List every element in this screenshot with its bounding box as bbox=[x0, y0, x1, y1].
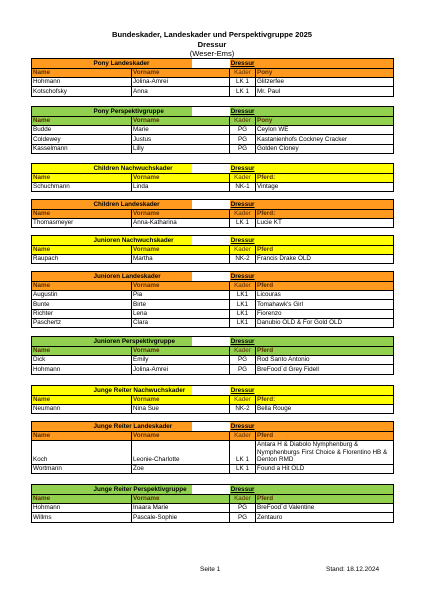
col-header-pferd: Pony bbox=[256, 117, 394, 126]
cell-pferd: BreFood´d Valentine bbox=[256, 504, 394, 513]
cell-pferd: Bella Rouge bbox=[256, 405, 394, 414]
col-header-name: Name bbox=[32, 432, 132, 441]
cell-name: Coldewey bbox=[32, 135, 132, 144]
section-title: Pony Landeskader bbox=[94, 59, 192, 69]
col-header-name: Name bbox=[32, 282, 132, 291]
section-discipline: Dressur bbox=[230, 486, 255, 493]
cell-kader: PG bbox=[230, 126, 256, 135]
cell-name: Koch bbox=[32, 441, 132, 465]
table-row bbox=[32, 291, 394, 300]
table-row bbox=[32, 365, 394, 374]
col-header-name: Name bbox=[32, 210, 132, 219]
cell-vorname: Lilly bbox=[132, 144, 230, 153]
kader-section bbox=[31, 421, 393, 474]
cell-name: Hohmann bbox=[32, 78, 132, 87]
col-header-pferd: Pferd bbox=[256, 432, 394, 441]
cell-kader: LK 1 bbox=[230, 87, 256, 96]
cell-vorname: Clara bbox=[132, 318, 230, 327]
cell-pferd: BreFood´d Grey Fidell bbox=[256, 365, 394, 374]
table-row bbox=[32, 309, 394, 318]
table-row bbox=[32, 78, 394, 87]
col-header-vorname: Vorname bbox=[132, 432, 230, 441]
cell-kader: LK 1 bbox=[230, 464, 256, 473]
table-row bbox=[32, 318, 394, 327]
cell-name: Hohmann bbox=[32, 504, 132, 513]
col-header-kader: Kader bbox=[230, 246, 256, 255]
table-row bbox=[32, 87, 394, 96]
col-header-pferd: Pferd bbox=[256, 246, 394, 255]
cell-vorname: Pia bbox=[132, 291, 230, 300]
cell-name: Willms bbox=[32, 513, 132, 522]
cell-pferd: Tomahawk's Girl bbox=[256, 300, 394, 309]
kader-section bbox=[31, 58, 393, 97]
col-header-vorname: Vorname bbox=[132, 210, 230, 219]
kader-section bbox=[31, 336, 393, 375]
table-row bbox=[32, 183, 394, 192]
col-header-name: Name bbox=[32, 174, 132, 183]
col-header-vorname: Vorname bbox=[132, 396, 230, 405]
cell-name: Thomasmeyer bbox=[32, 219, 132, 228]
cell-kader: LK 1 bbox=[230, 441, 256, 465]
table-row bbox=[32, 144, 394, 153]
title-spacer bbox=[256, 485, 394, 495]
cell-name: Augustin bbox=[32, 291, 132, 300]
cell-vorname: Lena bbox=[132, 309, 230, 318]
title-spacer bbox=[256, 107, 394, 117]
col-header-kader: Kader bbox=[230, 210, 256, 219]
col-header-vorname: Vorname bbox=[132, 495, 230, 504]
col-header-pferd: Pferd bbox=[256, 347, 394, 356]
table-row bbox=[32, 135, 394, 144]
col-header-name: Name bbox=[32, 117, 132, 126]
table-row bbox=[32, 126, 394, 135]
cell-kader: LK1 bbox=[230, 300, 256, 309]
col-header-kader: Kader bbox=[230, 347, 256, 356]
cell-name: Kotschofsky bbox=[32, 87, 132, 96]
col-header-kader: Kader bbox=[230, 174, 256, 183]
cell-vorname: Jolina-Amrei bbox=[132, 78, 230, 87]
title-spacer bbox=[256, 164, 394, 174]
section-discipline: Dressur bbox=[230, 338, 255, 345]
col-header-kader: Kader bbox=[230, 117, 256, 126]
col-header-name: Name bbox=[32, 396, 132, 405]
col-header-vorname: Vorname bbox=[132, 347, 230, 356]
cell-kader: LK1 bbox=[230, 309, 256, 318]
kader-table bbox=[31, 235, 394, 264]
cell-vorname: Emily bbox=[132, 356, 230, 365]
cell-vorname: Marie bbox=[132, 126, 230, 135]
kader-section bbox=[31, 271, 393, 328]
kader-section bbox=[31, 235, 393, 264]
cell-vorname: Inaara Marie bbox=[132, 504, 230, 513]
cell-name: Dick bbox=[32, 356, 132, 365]
kader-table bbox=[31, 385, 394, 414]
title-spacer bbox=[256, 272, 394, 282]
cell-kader: NK-2 bbox=[230, 255, 256, 264]
cell-name: Schuchmann bbox=[32, 183, 132, 192]
table-row bbox=[32, 504, 394, 513]
cell-vorname: Justus bbox=[132, 135, 230, 144]
section-discipline: Dressur bbox=[230, 423, 255, 430]
cell-kader: LK1 bbox=[230, 318, 256, 327]
cell-vorname: Birte bbox=[132, 300, 230, 309]
table-row bbox=[32, 441, 394, 465]
section-title: Pony Perspektivgruppe bbox=[94, 107, 192, 117]
cell-pferd: Mr. Paul bbox=[256, 87, 394, 96]
section-discipline: Dressur bbox=[230, 273, 255, 280]
cell-vorname: Anna bbox=[132, 87, 230, 96]
cell-vorname: Pascale-Sophie bbox=[132, 513, 230, 522]
col-header-kader: Kader bbox=[230, 432, 256, 441]
col-header-vorname: Vorname bbox=[132, 174, 230, 183]
cell-vorname: Zoe bbox=[132, 464, 230, 473]
table-row bbox=[32, 513, 394, 522]
document-region: (Weser-Ems) bbox=[189, 49, 235, 58]
cell-vorname: Anna-Katharina bbox=[132, 219, 230, 228]
stand-date: Stand: 18.12.2024 bbox=[326, 566, 380, 573]
col-header-pferd: Pferd: bbox=[256, 396, 394, 405]
col-header-pferd: Pferd: bbox=[256, 210, 394, 219]
section-title: Junioren Nachwuchskader bbox=[94, 236, 192, 246]
table-row bbox=[32, 255, 394, 264]
kader-table bbox=[31, 58, 394, 97]
cell-name: Kasselmann bbox=[32, 144, 132, 153]
cell-vorname: Martha bbox=[132, 255, 230, 264]
col-header-pferd: Pferd bbox=[256, 495, 394, 504]
section-discipline: Dressur bbox=[230, 237, 255, 244]
cell-kader: PG bbox=[230, 513, 256, 522]
cell-pferd: Zentauro bbox=[256, 513, 394, 522]
section-title: Junge Reiter Landeskader bbox=[94, 422, 192, 432]
cell-name: Richter bbox=[32, 309, 132, 318]
title-spacer bbox=[256, 337, 394, 347]
section-title: Children Nachwuchskader bbox=[94, 164, 192, 174]
title-spacer bbox=[256, 200, 394, 210]
cell-kader: PG bbox=[230, 135, 256, 144]
section-title: Junioren Perspektivgruppe bbox=[94, 337, 192, 347]
col-header-pferd: Pferd: bbox=[256, 174, 394, 183]
col-header-kader: Kader bbox=[230, 495, 256, 504]
cell-pferd: Antara H & Diabolo Nymphenburg & Nymphenburgs First Choice & Florentino HB & Denton RMD bbox=[256, 441, 394, 465]
title-spacer bbox=[256, 422, 394, 432]
kader-section bbox=[31, 385, 393, 414]
cell-pferd: Lucie KT bbox=[256, 219, 394, 228]
section-discipline: Dressur bbox=[230, 201, 255, 208]
cell-vorname: Jolina-Amrei bbox=[132, 365, 230, 374]
kader-section bbox=[31, 199, 393, 228]
table-row bbox=[32, 219, 394, 228]
cell-name: Neumann bbox=[32, 405, 132, 414]
kader-table bbox=[31, 271, 394, 328]
cell-pferd: Ceylon WE bbox=[256, 126, 394, 135]
cell-name: Paschertz bbox=[32, 318, 132, 327]
page-number: Seite 1 bbox=[200, 566, 221, 573]
cell-kader: NK-1 bbox=[230, 183, 256, 192]
cell-pferd: Danubio OLD & For Gold OLD bbox=[256, 318, 394, 327]
col-header-pferd: Pferd bbox=[256, 282, 394, 291]
cell-kader: LK1 bbox=[230, 291, 256, 300]
col-header-name: Name bbox=[32, 495, 132, 504]
cell-vorname: Leonie-Charlotte bbox=[132, 441, 230, 465]
section-discipline: Dressur bbox=[230, 108, 255, 115]
col-header-vorname: Vorname bbox=[132, 69, 230, 78]
cell-pferd: Fiorenzo bbox=[256, 309, 394, 318]
col-header-kader: Kader bbox=[230, 69, 256, 78]
kader-section bbox=[31, 106, 393, 154]
cell-name: Budde bbox=[32, 126, 132, 135]
section-discipline: Dressur bbox=[230, 165, 255, 172]
kader-section bbox=[31, 163, 393, 192]
col-header-vorname: Vorname bbox=[132, 117, 230, 126]
table-row bbox=[32, 300, 394, 309]
section-title: Junge Reiter Perspektivgruppe bbox=[94, 485, 192, 495]
cell-pferd: Vintage bbox=[256, 183, 394, 192]
col-header-kader: Kader bbox=[230, 282, 256, 291]
cell-pferd: Francis Drake OLD bbox=[256, 255, 394, 264]
col-header-vorname: Vorname bbox=[132, 246, 230, 255]
col-header-kader: Kader bbox=[230, 396, 256, 405]
cell-name: Raupach bbox=[32, 255, 132, 264]
cell-kader: NK-2 bbox=[230, 405, 256, 414]
cell-kader: PG bbox=[230, 504, 256, 513]
title-spacer bbox=[256, 236, 394, 246]
table-row bbox=[32, 464, 394, 473]
table-row bbox=[32, 405, 394, 414]
section-title: Children Landeskader bbox=[94, 200, 192, 210]
col-header-vorname: Vorname bbox=[132, 282, 230, 291]
title-spacer bbox=[256, 386, 394, 396]
cell-vorname: Linda bbox=[132, 183, 230, 192]
document-title: Bundeskader, Landeskader und Perspektivgruppe 2025 bbox=[111, 30, 313, 39]
kader-table bbox=[31, 199, 394, 228]
cell-kader: LK 1 bbox=[230, 78, 256, 87]
cell-pferd: Golden Cloney bbox=[256, 144, 394, 153]
table-row bbox=[32, 356, 394, 365]
kader-table bbox=[31, 163, 394, 192]
col-header-name: Name bbox=[32, 69, 132, 78]
section-discipline: Dressur bbox=[230, 387, 255, 394]
cell-vorname: Nina Sue bbox=[132, 405, 230, 414]
title-spacer bbox=[256, 59, 394, 69]
cell-pferd: Kastanienhofs Cockney Cracker bbox=[256, 135, 394, 144]
cell-kader: PG bbox=[230, 356, 256, 365]
cell-pferd: Rod Santo Antonio bbox=[256, 356, 394, 365]
section-discipline: Dressur bbox=[230, 60, 255, 67]
col-header-pferd: Pony bbox=[256, 69, 394, 78]
kader-table bbox=[31, 484, 394, 523]
cell-name: Wortmann bbox=[32, 464, 132, 473]
cell-name: Hohmann bbox=[32, 365, 132, 374]
kader-table bbox=[31, 106, 394, 154]
cell-kader: LK 1 bbox=[230, 219, 256, 228]
kader-table bbox=[31, 336, 394, 375]
kader-table bbox=[31, 421, 394, 474]
kader-section bbox=[31, 484, 393, 523]
cell-kader: PG bbox=[230, 365, 256, 374]
cell-pferd: Licouras bbox=[256, 291, 394, 300]
cell-name: Bunte bbox=[32, 300, 132, 309]
cell-pferd: Found a Hit OLD bbox=[256, 464, 394, 473]
section-title: Junge Reiter Nachwuchskader bbox=[94, 386, 192, 396]
document-subtitle: Dressur bbox=[197, 40, 227, 49]
col-header-name: Name bbox=[32, 246, 132, 255]
cell-pferd: Glitzerfee bbox=[256, 78, 394, 87]
section-title: Junioren Landeskader bbox=[94, 272, 192, 282]
col-header-name: Name bbox=[32, 347, 132, 356]
cell-kader: PG bbox=[230, 144, 256, 153]
